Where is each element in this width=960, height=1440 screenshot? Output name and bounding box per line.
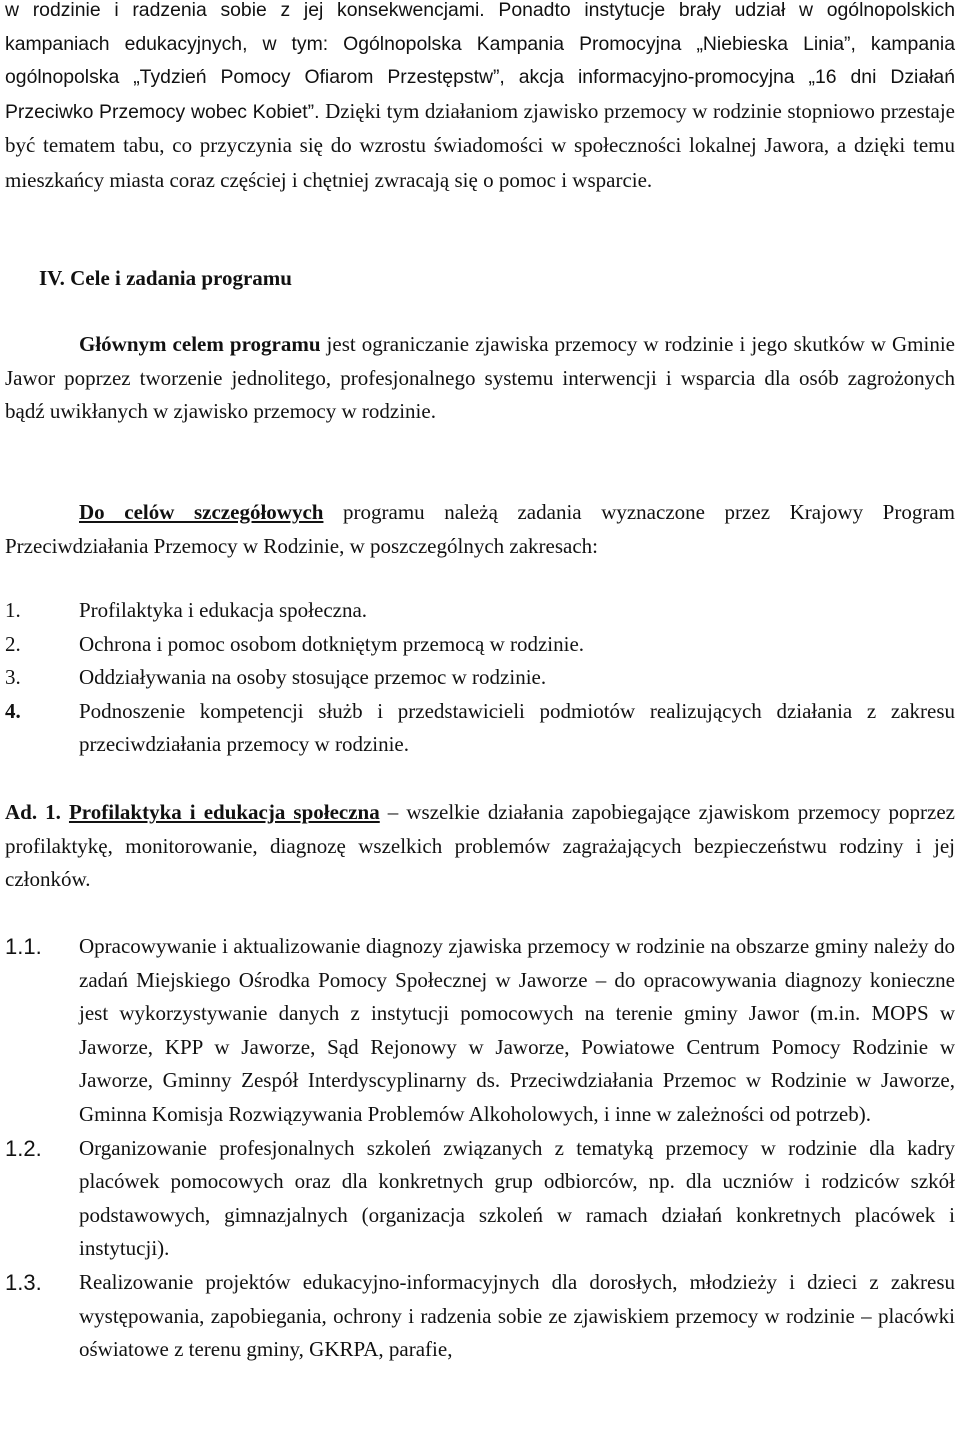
subitems-list bbox=[5, 930, 955, 1367]
list-item-number: 1. bbox=[5, 598, 21, 622]
list-item bbox=[5, 594, 955, 628]
list-item-text: Podnoszenie kompetencji służb i przedstawicieli podmiotów realizujących działania z zakresu przeciwdziałania przemocy w rodzinie. bbox=[79, 698, 955, 757]
intro-paragraph bbox=[5, 0, 955, 199]
list-item-number: 3. bbox=[5, 665, 21, 690]
list-item-text: Oddziaływania na osoby stosujące przemoc w rodzinie. bbox=[79, 665, 547, 690]
subitem bbox=[5, 930, 955, 1132]
subitem-text: Opracowywanie i aktualizowanie diagnozy zjawiska przemocy w rodzinie na obszarze gminy należy do zadań Miejskiego Ośrodka Pomocy Społecznej w Jaworze – do opracowywania diagnozy konieczne jest wykorzystywanie danych z instytucji pomocowych na terenie gminy Jawor (m.in. MOPS w Jaworze, KPP w Jaworze, Sąd Rejonowy w Jaworze, Powiatowe Centrum Pomocy Rodzinie w Jaworze, Gminny Zespół Interdyscyplinarny ds. Przeciwdziałania Przemoc w Rodzinie w Jaworze, Gminna Komisja Rozwiązywania Problemów Alkoholowych, i inne w zależności od potrzeb). bbox=[79, 934, 955, 1126]
main-goal-text: jest ograniczanie zjawiska przemocy w rodzinie i jego skutków w Gminie Jawor poprzez tworzenie jednolitego, profesjonalnego systemu interwencji i wsparcia dla osób zagrożonych bądź uwikłanych w zjawisko przemocy w rodzinie. bbox=[5, 332, 955, 424]
ad1-title: Profilaktyka i edukacja społeczna bbox=[68, 800, 380, 824]
specific-goals-paragraph bbox=[5, 496, 955, 563]
list-item-text: Profilaktyka i edukacja społeczna. bbox=[79, 598, 368, 622]
list-item bbox=[5, 661, 955, 695]
subitem bbox=[5, 1132, 955, 1266]
subitem-number: 1.2. bbox=[5, 1135, 42, 1161]
ad1-text: – wszelkie działania zapobiegające zjawiskom przemocy poprzez profilaktykę, monitorowanie, diagnozę wszelkich problemów zagrażających bezpieczeństwu rodziny i jej członków. bbox=[5, 800, 956, 892]
intro-text-part2: Dzięki tym działaniom zjawisko przemocy w rodzinie stopniowo przestaje być tematem tabu, co przyczynia się do wzrostu świadomości w społeczności lokalnej Jawora, a dzięki temu mieszkańcy miasta coraz częściej i chętniej zwracają się o pomoc i wsparcie. bbox=[5, 98, 955, 192]
subitem-text: Realizowanie projektów edukacyjno-informacyjnych dla dorosłych, młodzieży i dzieci z zakresu występowania, zapobiegania, ochrony i radzenia sobie ze zjawiskiem przemocy w rodzinie – placówki oświatowe z terenu gminy, GKRPA, parafie, bbox=[79, 1269, 955, 1362]
list-item bbox=[5, 628, 955, 662]
list-item-number: 4. bbox=[5, 698, 21, 723]
subitem bbox=[5, 1266, 955, 1367]
list-item bbox=[5, 695, 955, 762]
ad1-paragraph bbox=[5, 796, 955, 897]
section-heading: IV. Cele i zadania programu bbox=[39, 266, 292, 290]
ad1-label: Ad. 1. bbox=[5, 800, 61, 824]
list-item-number: 2. bbox=[5, 631, 21, 656]
list-item-text: Ochrona i pomoc osobom dotkniętym przemocą w rodzinie. bbox=[79, 631, 585, 656]
specific-goals-text: programu należą zadania wyznaczone przez Krajowy Program Przeciwdziałania Przemocy w Rodzinie, w poszczególnych zakresach: bbox=[5, 500, 955, 558]
subitem-text: Organizowanie profesjonalnych szkoleń związanych z tematyką przemocy w rodzinie dla kadry placówek pomocowych oraz dla konkretnych grup odbiorców, np. dla uczniów i rodziców szkół podstawowych, gimnazjalnych (organizacja szkoleń w ramach działań konkretnych placówek i instytucji). bbox=[79, 1135, 955, 1261]
subitem-number: 1.3. bbox=[5, 1269, 42, 1295]
main-goal-bold: Głównym celem programu bbox=[79, 332, 321, 356]
goals-list bbox=[5, 594, 955, 762]
subitem-number: 1.1. bbox=[5, 934, 42, 959]
specific-goals-bold: Do celów szczegółowych bbox=[79, 500, 324, 524]
main-goal-paragraph bbox=[5, 328, 955, 429]
intro-text-part1: w rodzinie i radzenia sobie z jej konsekwencjami. Ponadto instytucje brały udział w ogólnopolskich kampaniach edukacyjnych, w tym: Ogólnopolska Kampania Promocyjna „Niebieska Linia”, kampania ogólnopolska „Tydzień Pomocy Ofiarom Przestępstw”, akcja informacyjno-promocyjna „16 dni Działań Przeciwko Przemocy wobec Kobiet”. bbox=[5, 0, 955, 123]
